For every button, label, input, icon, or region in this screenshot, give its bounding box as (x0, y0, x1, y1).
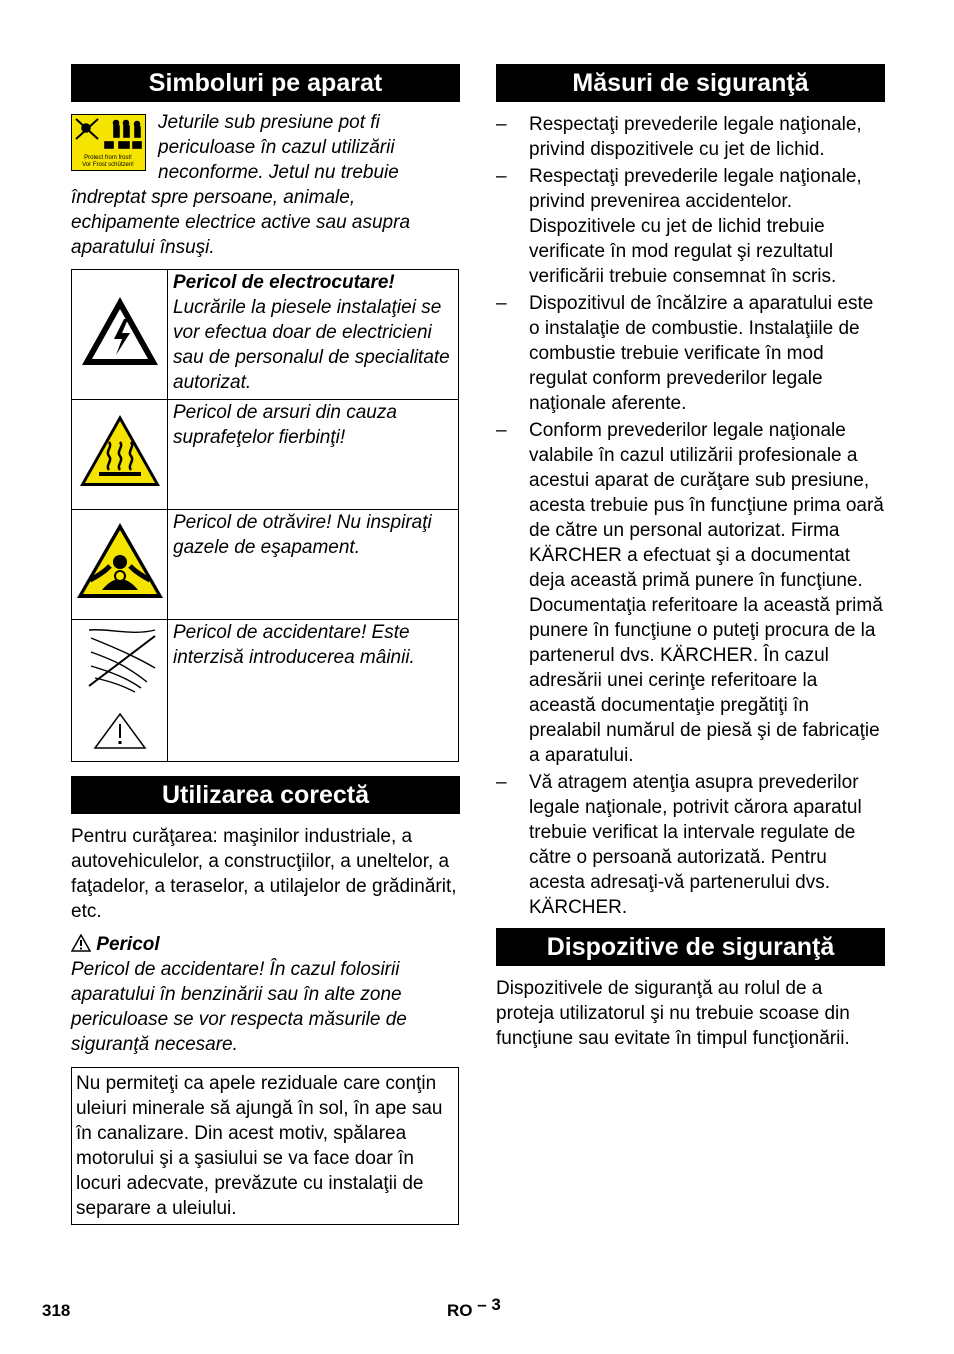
warning-row (72, 400, 459, 510)
warning-title: Pericol de electrocutare! (173, 272, 395, 293)
hot-surface-icon (77, 412, 163, 490)
list-item: – Conform prevederilor legale naţionale valabile în cazul utilizării profesionale a acestui aparat de curăţare sub presiune, acesta trebuie pus în funcţiune prima oară de către un personal autorizat. Firma KÄRCHER a efectuat şi a documentat deja această primă punere în funcţiune. Documentaţia referitoare la această primă punere în funcţiune o puteţi procura de la partenerul dvs. KÄRCHER. În cazul adresării unei cerinţe referitoare la această documentaţie pregătiţi în prealabil numărul de piesă şi de fabricaţie a aparatului. (496, 420, 884, 766)
svg-text:Vor Frost schützen!: Vor Frost schützen! (82, 162, 134, 168)
usage-text: Pentru curăţarea: maşinilor industriale, a autovehiculelor, a construcţiilor, a uneltelor, a faţadelor, a teraselor, a utilajelor de grădinărit, etc. (71, 826, 457, 922)
language-code: RO (447, 1301, 473, 1320)
environment-note-text: Nu permiteţi ca apele reziduale care conţin uleiuri minerale să ajungă în sol, în ape sau în canalizare. Din acest motiv, spălarea motorului şi a şasiului se va face doar în locuri adecvate, prevăzute cu instalaţii de separare a uleiului. (76, 1073, 443, 1219)
environment-note (71, 1067, 459, 1225)
warning-text: Pericol de otrăvire! Nu inspiraţi gazele de eşapament. (173, 512, 432, 558)
dash-marker: – (496, 166, 507, 187)
warning-text: Lucrările la piesele instalaţiei se vor efectua doar de electricieni sau de personalul de specialitate autorizat. (173, 297, 450, 393)
svg-text:Protect from frost!: Protect from frost! (84, 155, 132, 161)
warning-text: Pericol de arsuri din cauza suprafeţelor fierbinţi! (173, 402, 397, 448)
device-label-icon (71, 114, 146, 171)
warning-text: Pericol de accidentare! Este interzisă introducerea mâinii. (173, 622, 415, 668)
language-page: – 3 (477, 1295, 501, 1314)
symbols-intro (71, 110, 460, 260)
toxic-gas-icon (74, 520, 166, 602)
safety-heading: Măsuri de siguranţă (496, 64, 885, 102)
list-item: – Vă atragem atenţia asupra prevederilor legale naţionale, potrivit cărora aparatul trebuie verificat la intervale regulate de către o persoană autorizată. Pentru acesta adresaţi-vă partenerului dvs. KÄRCHER. (496, 772, 862, 918)
devices-text: Dispozitivele de siguranţă au rolul de a proteja utilizatorul şi nu trebuie scoase din funcţiune sau evitate în timpul funcţionării. (496, 978, 850, 1049)
symbols-heading: Simboluri pe aparat (71, 64, 460, 102)
list-item: – Respectaţi prevederile legale naţionale, privind prevenirea accidentelor. Dispozitivele cu jet de lichid trebuie verificate în mod regulat şi rezultatul verificării trebuie consemnat în scris. (496, 166, 862, 287)
warning-row (72, 620, 459, 762)
symbols-intro-text: Jeturile sub presiune pot fi periculoase în cazul utilizării neconforme. Jetul nu trebuie îndreptat spre persoane, animale, echipamente electrice active sau asupra aparatului însuşi. (71, 112, 411, 258)
hand-injury-icon (77, 622, 163, 752)
warning-triangle-icon (71, 934, 91, 952)
warning-row (72, 270, 459, 400)
page-number: 318 (42, 1301, 71, 1320)
list-item: – Dispozitivul de încălzire a aparatului este o instalaţie de combustie. Instalaţiile de combustie trebuie verificate în mod regulat conform prevederilor legale naţionale aferente. (496, 293, 874, 414)
safety-list (496, 112, 885, 920)
devices-heading: Dispozitive de siguranţă (496, 928, 885, 966)
list-item: – Respectaţi prevederile legale naţionale, privind dispozitivele cu jet de lichid. (496, 114, 862, 160)
usage-heading: Utilizarea corectă (71, 776, 460, 814)
dash-marker: – (496, 420, 507, 441)
dash-marker: – (496, 114, 507, 135)
dash-marker: – (496, 293, 507, 314)
page-language (447, 1295, 501, 1323)
electric-shock-icon (78, 293, 162, 369)
warning-row (72, 510, 459, 620)
warning-table (71, 269, 459, 762)
danger-heading (71, 932, 460, 957)
dash-marker: – (496, 772, 507, 793)
danger-label: Pericol (96, 934, 160, 955)
right-column (496, 64, 885, 1051)
left-column (71, 64, 460, 1225)
danger-text: Pericol de accidentare! În cazul folosirii aparatului în benzinării sau în alte zone periculoase se vor respecta măsurile de siguranţă necesare. (71, 959, 407, 1055)
